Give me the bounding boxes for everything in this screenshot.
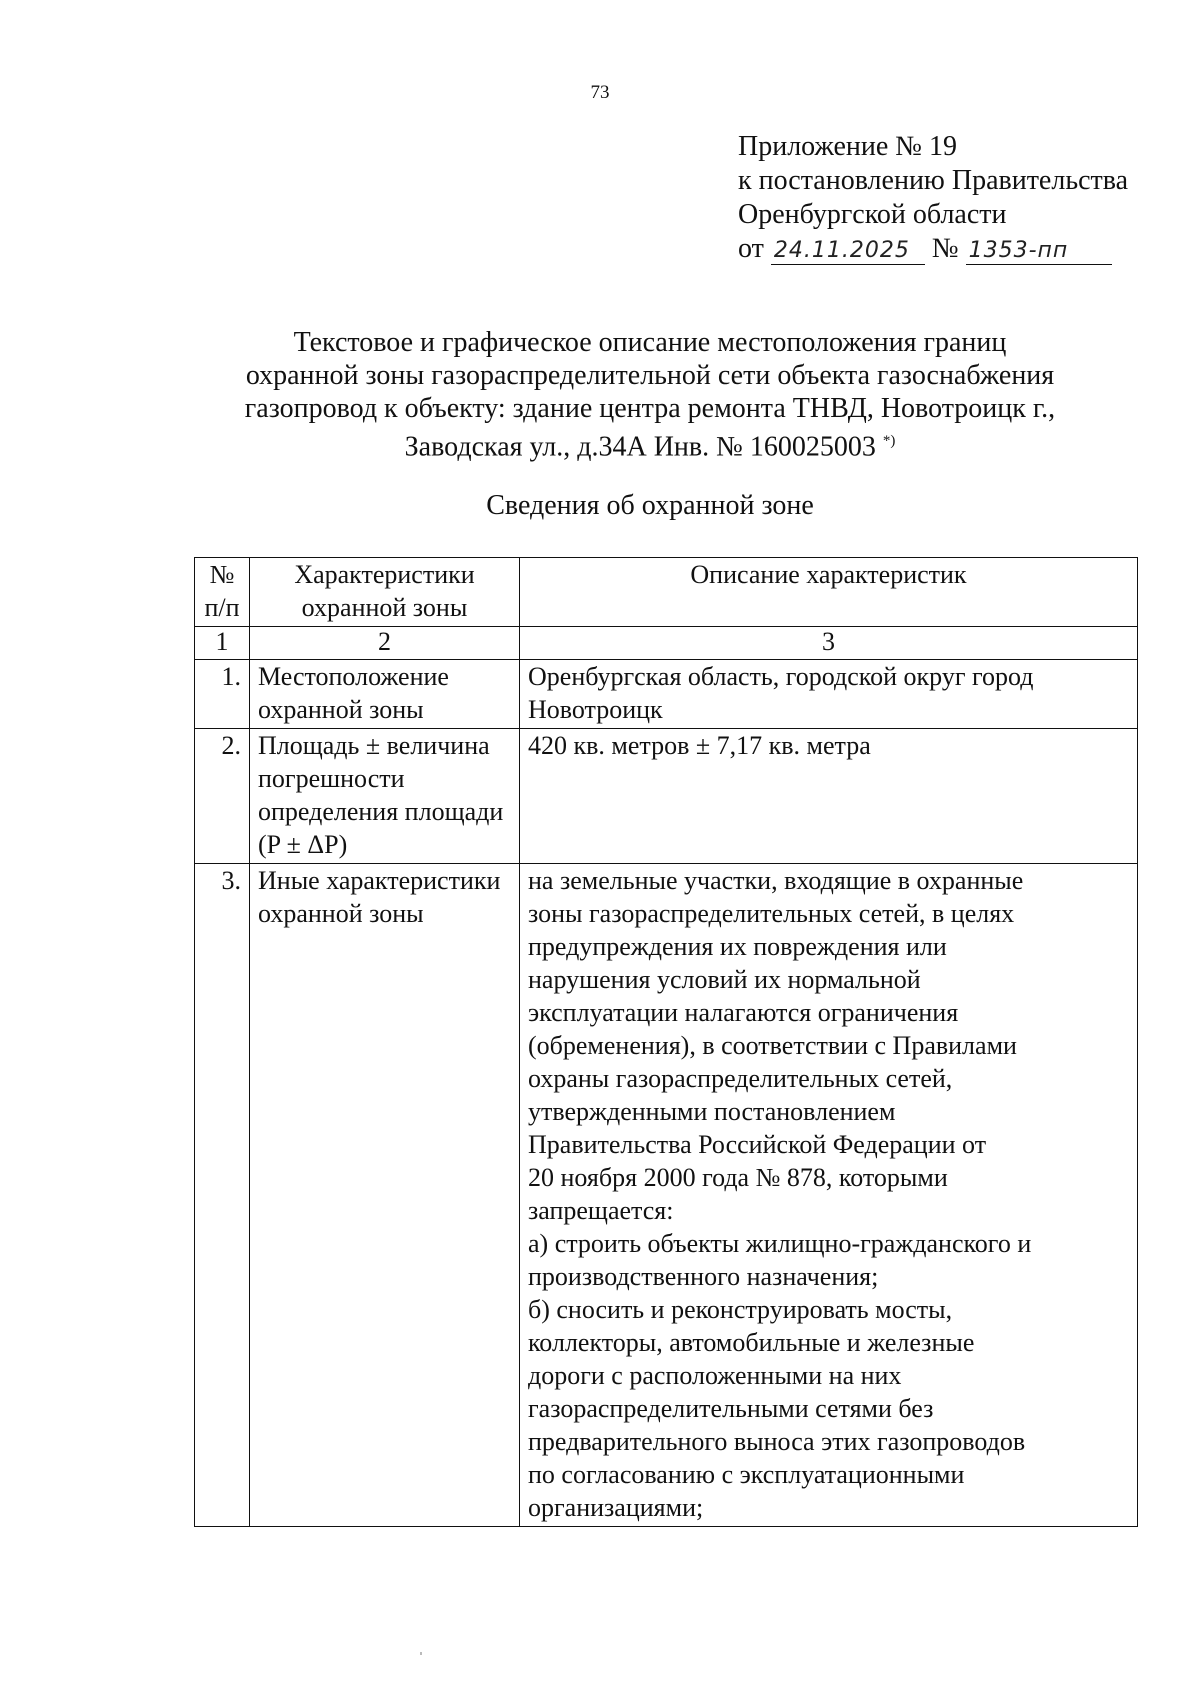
row-number: 3.	[195, 864, 250, 1527]
row-number: 1.	[195, 660, 250, 729]
table-index-row	[195, 627, 1138, 660]
row-description: Оренбургская область, городской округ город Новотроицк	[520, 660, 1138, 729]
row-description: 420 кв. метров ± 7,17 кв. метра	[520, 729, 1138, 864]
table-row	[195, 864, 1138, 1527]
zone-info-table	[194, 557, 1138, 1527]
footnote-mark: *)	[882, 433, 896, 449]
section-title: Сведения об охранной зоне	[486, 490, 814, 521]
date-prefix: от	[738, 233, 764, 264]
row-description: на земельные участки, входящие в охранные зоны газораспределительных сетей, в целях предупреждения их повреждения или нарушения условий их нормальной эксплуатации налагаются ограничения (обременения), в соответствии с Правилами охраны газораспределительных сетей, утвержденными постановлением Правительства Российской Федерации от 20 ноября 2000 года № 878, которыми запрещается: а) строить объекты жилищно-гражданского и производственного назначения; б) сносить и реконструировать мосты, коллекторы, автомобильные и железные дороги с расположенными на них газораспределительными сетями без предварительного выноса этих газопроводов по согласованию с эксплуатационными организациями;	[520, 864, 1138, 1527]
appendix-title: Приложение № 19	[738, 131, 957, 162]
handwritten-number: 1353-пп	[966, 238, 1112, 265]
index-cell: 3	[520, 627, 1138, 660]
row-characteristic: Иные характеристики охранной зоны	[250, 864, 520, 1527]
document-heading	[0, 326, 1200, 463]
row-characteristic: Местоположение охранной зоны	[250, 660, 520, 729]
header-characteristic: Характеристики охранной зоны	[250, 558, 520, 627]
header-description: Описание характеристик	[520, 558, 1138, 627]
heading-line: Текстовое и графическое описание местоположения границ	[293, 327, 1007, 358]
page-number: 73	[590, 82, 610, 103]
header-num: № п/п	[195, 558, 250, 627]
handwritten-date: 24.11.2025	[771, 238, 925, 265]
appendix-block	[738, 130, 1128, 266]
number-sign: №	[931, 233, 959, 264]
index-cell: 2	[250, 627, 520, 660]
heading-line: охранной зоны газораспределительной сети объекта газоснабжения	[245, 360, 1055, 391]
heading-line: Заводская ул., д.34А Инв. № 160025003	[404, 431, 876, 463]
appendix-region: Оренбургской области	[738, 199, 1007, 230]
scan-speck	[420, 1652, 422, 1655]
row-number: 2.	[195, 729, 250, 864]
index-cell: 1	[195, 627, 250, 660]
row-characteristic: Площадь ± величина погрешности определения площади (P ± ΔP)	[250, 729, 520, 864]
heading-line-last	[0, 425, 1200, 463]
table-header-row	[195, 558, 1138, 627]
appendix-reference: к постановлению Правительства	[738, 165, 1129, 196]
heading-line: газопровод к объекту: здание центра ремонта ТНВД, Новотроицк г.,	[244, 393, 1056, 424]
table-row	[195, 660, 1138, 729]
appendix-date-line	[738, 232, 1128, 266]
table-row	[195, 729, 1138, 864]
